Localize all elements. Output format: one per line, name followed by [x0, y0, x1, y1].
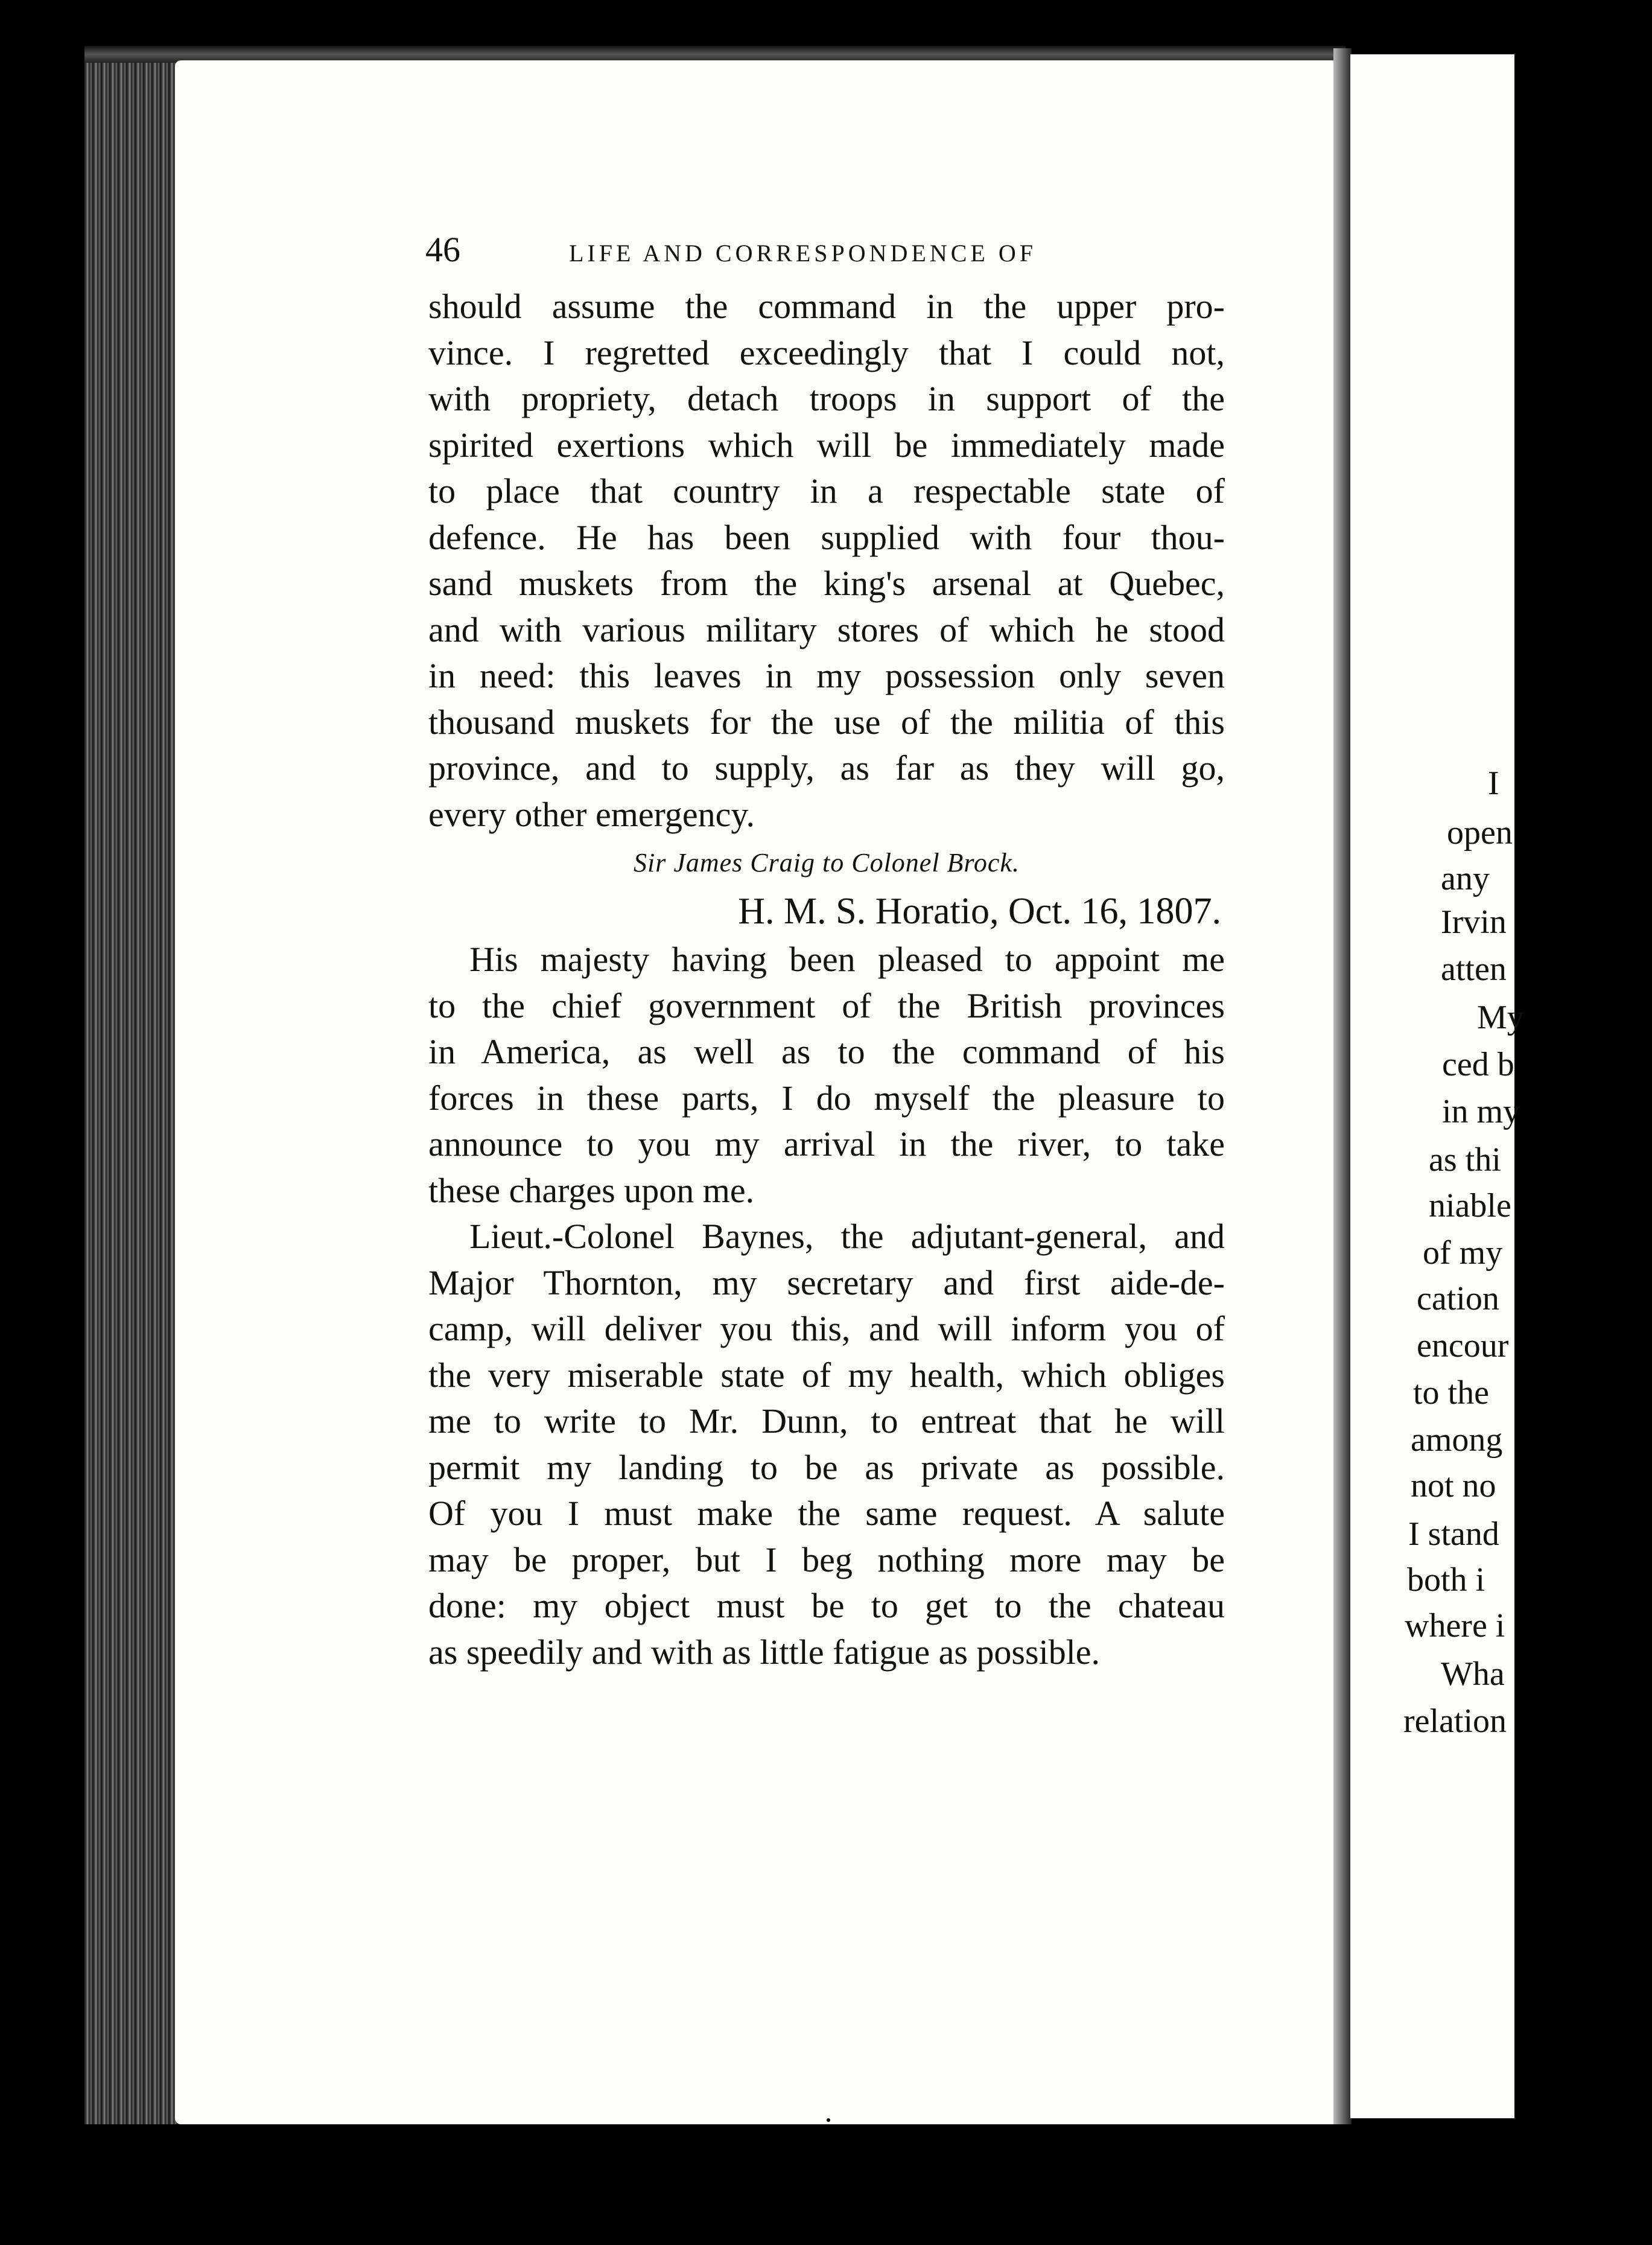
text-line: camp, will deliver you this, and will inform you of — [428, 1309, 1225, 1348]
text-line: to the chief government of the British provinces — [428, 986, 1225, 1025]
book-gutter — [1333, 48, 1352, 2124]
facing-line: relation — [1403, 1702, 1507, 1740]
text-line: these charges upon me. — [428, 1170, 755, 1210]
text-line: defence. He has been supplied with four thou- — [428, 517, 1225, 557]
page-number: 46 — [425, 230, 460, 269]
letter-heading: Sir James Craig to Colonel Brock. — [634, 848, 1020, 877]
text-line: and with various military stores of which he stood — [428, 610, 1225, 649]
text-line: Major Thornton, my secretary and first aide-de- — [428, 1263, 1225, 1302]
facing-line: My — [1477, 999, 1524, 1036]
facing-line: niable — [1429, 1187, 1511, 1224]
letter-dateline: H. M. S. Horatio, Oct. 16, 1807. — [738, 891, 1221, 932]
right-page — [1350, 54, 1524, 2118]
paragraph-2 — [428, 937, 1225, 1214]
facing-line: to the — [1413, 1374, 1489, 1412]
text-line: thousand muskets for the use of the militia of this — [428, 702, 1225, 742]
facing-line: in my — [1442, 1093, 1520, 1130]
paragraph-3 — [428, 1214, 1225, 1675]
facing-line: ced b — [1442, 1046, 1514, 1083]
facing-line: where i — [1405, 1607, 1505, 1645]
text-line: Lieut.-Colonel Baynes, the adjutant-general, and — [469, 1217, 1225, 1256]
text-line: sand muskets from the king's arsenal at Quebec, — [428, 564, 1225, 603]
text-line: Of you I must make the same request. A salute — [428, 1494, 1225, 1533]
text-line: to place that country in a respectable state of — [428, 471, 1225, 511]
page-header — [425, 229, 1228, 270]
text-line: the very miserable state of my health, which obliges — [428, 1355, 1225, 1395]
paragraph-1 — [428, 284, 1225, 838]
text-line: spirited exertions which will be immediately made — [428, 425, 1225, 465]
text-line: in need: this leaves in my possession only seven — [428, 656, 1225, 695]
text-line: every other emergency. — [428, 794, 755, 834]
facing-line: any — [1441, 860, 1490, 897]
text-line: forces in these parts, I do myself the pleasure to — [428, 1078, 1225, 1118]
text-line: province, and to supply, as far as they will go, — [428, 748, 1225, 788]
facing-line: among — [1411, 1421, 1503, 1459]
facing-line: encour — [1417, 1327, 1509, 1365]
text-line: in America, as well as to the command of his — [428, 1032, 1225, 1071]
facing-line: I stand — [1408, 1515, 1499, 1553]
text-line: as speedily and with as little fatigue as possible. — [428, 1632, 1101, 1672]
scan-speck — [893, 2161, 896, 2166]
scan-speck — [827, 2118, 830, 2122]
text-line: His majesty having been pleased to appoint me — [469, 940, 1225, 979]
facing-line: atten — [1441, 951, 1507, 988]
text-line: may be proper, but I beg nothing more may be — [428, 1540, 1225, 1579]
text-line: with propriety, detach troops in support of the — [428, 379, 1225, 418]
facing-page-text — [1350, 54, 1524, 2118]
page-edges — [84, 48, 181, 2124]
text-line: should assume the command in the upper pro- — [428, 287, 1225, 326]
text-line: me to write to Mr. Dunn, to entreat that he will — [428, 1401, 1225, 1441]
facing-line: as thi — [1429, 1141, 1501, 1179]
facing-line: Irvin — [1441, 903, 1507, 941]
facing-line: I — [1488, 765, 1499, 802]
page-body — [428, 284, 1225, 1675]
facing-line: of my — [1423, 1234, 1503, 1272]
facing-line: both i — [1407, 1561, 1485, 1599]
text-line: done: my object must be to get to the chateau — [428, 1586, 1225, 1625]
text-line: permit my landing to be as private as possible. — [428, 1447, 1225, 1487]
facing-line: open — [1447, 814, 1513, 852]
running-title: LIFE AND CORRESPONDENCE OF — [569, 240, 1037, 267]
text-line: vince. I regretted exceedingly that I could not, — [428, 333, 1225, 372]
facing-line: Wha — [1441, 1655, 1505, 1693]
facing-line: cation — [1417, 1280, 1499, 1317]
facing-line: not no — [1411, 1467, 1496, 1505]
text-line: announce to you my arrival in the river, to take — [428, 1124, 1225, 1164]
